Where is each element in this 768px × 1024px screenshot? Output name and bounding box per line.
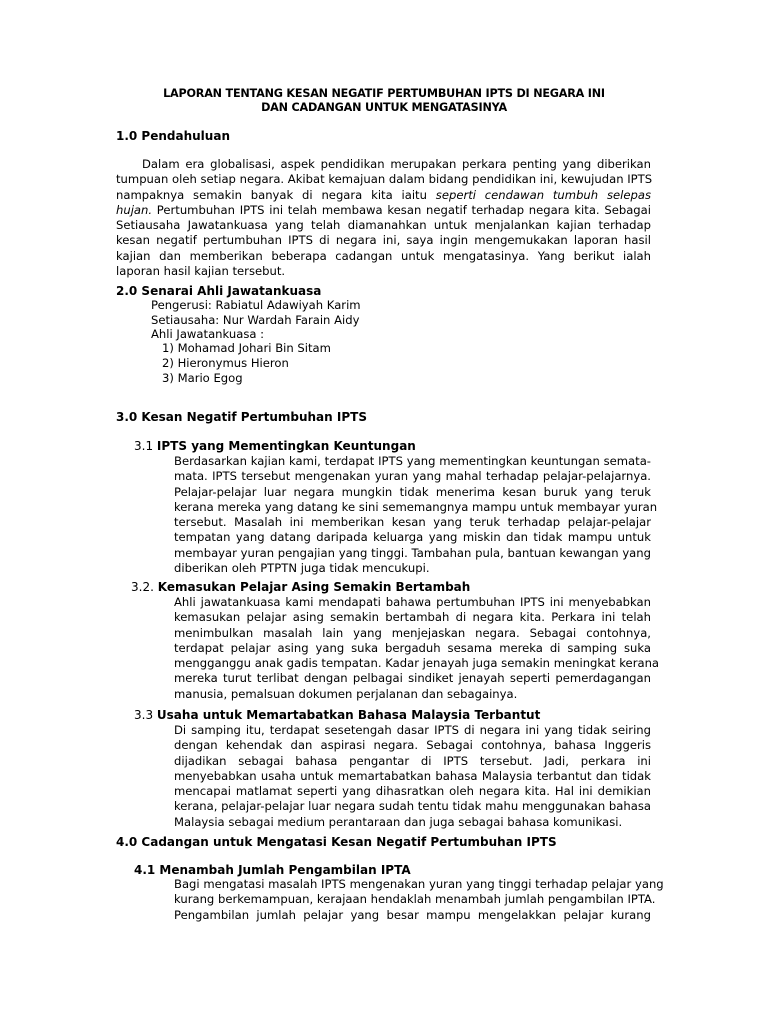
section-3-heading: 3.0 Kesan Negatif Pertumbuhan IPTS (116, 410, 367, 424)
text-line: diberikan oleh PTPTN juga tidak mencukupi. (174, 561, 430, 576)
text-line (116, 203, 651, 218)
subsection-4-1-paragraph (174, 877, 664, 923)
subsection-number: 3.1 (134, 439, 154, 453)
committee-secretary: Setiausaha: Nur Wardah Farain Aidy (151, 313, 360, 327)
text-line: tersebut. Masalah ini memberikan kesan yang teruk terhadap pelajar-pelajar (174, 515, 651, 530)
text-segment: nampaknya semakin banyak di negara kita iaitu (116, 187, 427, 202)
section-4-heading: 4.0 Cadangan untuk Mengatasi Kesan Negatif Pertumbuhan IPTS (116, 835, 557, 849)
text-line: Setiausaha Jawatankuasa yang telah diamanahkan untuk menjalankan kajian terhadap (116, 218, 651, 233)
text-line: mencapai matlamat seperti yang dihasratkan oleh negara kita. Hal ini demikian (174, 784, 651, 799)
committee-members-label: Ahli Jawatankuasa : (151, 327, 265, 341)
text-line: menyebabkan usaha untuk memartabatkan bahasa Malaysia terbantut dan tidak (174, 768, 651, 783)
text-line: kerana, pelajar-pelajar luar negara sudah tentu tidak mahu menggunakan bahasa (174, 799, 651, 814)
text-line: manusia, pemalsuan dokumen perjalanan dan sebagainya. (174, 686, 518, 701)
text-segment: Pertumbuhan IPTS ini telah membawa kesan negatif terhadap negara kita. Sebagai (152, 202, 651, 217)
text-line: mereka turut terlibat dengan pelbagai sindiket jenayah seperti pemerdagangan (174, 671, 651, 686)
text-line: dengan kehendak dan aspirasi negara. Sebagai contohnya, bahasa Inggeris (174, 738, 651, 753)
idiom-text: seperti cendawan tumbuh selepas (435, 187, 651, 202)
text-line: Bagi mengatasi masalah IPTS mengenakan yuran yang tinggi terhadap pelajar yang (174, 877, 664, 891)
committee-member: 3) Mario Egog (162, 371, 243, 385)
text-line: kesan negatif pertumbuhan IPTS di negara ini, saya ingin mengemukakan laporan hasil (116, 233, 651, 248)
text-line: Berdasarkan kajian kami, terdapat IPTS yang mementingkan keuntungan semata- (174, 454, 651, 468)
committee-chair: Pengerusi: Rabiatul Adawiyah Karim (151, 298, 361, 312)
subsection-3-2-paragraph (174, 595, 660, 702)
text-line: terdapat pelajar asing yang suka bergaduh sesama mereka di samping suka (174, 640, 651, 655)
subsection-number: 3.3 (134, 708, 154, 722)
section-1-heading: 1.0 Pendahuluan (116, 129, 230, 143)
text-line: membayar yuran pengajian yang tinggi. Tambahan pula, bantuan kewangan yang (174, 545, 651, 560)
text-line (116, 188, 651, 203)
subsection-3-3-paragraph (174, 723, 651, 830)
subsection-title: Kemasukan Pelajar Asing Semakin Bertambah (157, 580, 471, 594)
committee-member: 2) Hieronymus Hieron (162, 356, 289, 370)
document-title-line-1: LAPORAN TENTANG KESAN NEGATIF PERTUMBUHAN IPTS DI NEGARA INI (163, 87, 605, 100)
document-title-line-2: DAN CADANGAN UNTUK MENGATASINYA (261, 101, 507, 114)
text-line: Dalam era globalisasi, aspek pendidikan merupakan perkara penting yang diberikan (142, 157, 651, 171)
subsection-4-1-heading: 4.1 Menambah Jumlah Pengambilan IPTA (134, 863, 411, 877)
committee-member: 1) Mohamad Johari Bin Sitam (162, 341, 331, 355)
subsection-title: Usaha untuk Memartabatkan Bahasa Malaysia Terbantut (156, 708, 541, 722)
text-line: mengganggu anak gadis tempatan. Kadar jenayah juga semakin meningkat kerana (174, 656, 660, 671)
text-line: mata. IPTS tersebut mengenakan yuran yang mahal terhadap pelajar-pelajarnya. (174, 469, 651, 484)
text-line: Ahli jawatankuasa kami mendapati bahawa pertumbuhan IPTS ini menyebabkan (174, 595, 651, 609)
text-line: Pengambilan jumlah pelajar yang besar mampu mengelakkan pelajar kurang (174, 907, 651, 922)
text-line: kajian dan memberikan beberapa cadangan untuk mengatasinya. Yang berikut ialah (116, 248, 651, 263)
text-line: tumpuan oleh setiap negara. Akibat kemajuan dalam bidang pendidikan ini, kewujudan IPTS (116, 172, 653, 187)
text-line: laporan hasil kajian tersebut. (116, 264, 286, 279)
section-1-paragraph (116, 157, 651, 279)
subsection-3-1-paragraph (174, 454, 658, 576)
text-line: kerana mereka yang datang ke sini sememangnya mampu untuk membayar yuran (174, 499, 658, 514)
subsection-3-3-heading (134, 708, 540, 723)
text-line: Di samping itu, terdapat sesetengah dasar IPTS di negara ini yang tidak seiring (174, 723, 651, 737)
text-line: tempatan yang datang daripada keluarga yang miskin dan tidak mampu untuk (174, 530, 651, 545)
idiom-text-end: hujan. (116, 202, 153, 217)
subsection-3-1-heading (134, 439, 416, 454)
text-line: dijadikan sebagai bahasa pengantar di IPTS tersebut. Jadi, perkara ini (174, 753, 651, 768)
text-line: menimbulkan masalah lain yang menjejaskan negara. Sebagai contohnya, (174, 625, 651, 640)
text-line: kurang berkemampuan, kerajaan hendaklah menambah jumlah pengambilan IPTA. (174, 892, 656, 907)
subsection-3-2-heading (131, 580, 470, 595)
subsection-title: IPTS yang Mementingkan Keuntungan (156, 439, 416, 453)
section-2-heading: 2.0 Senarai Ahli Jawatankuasa (116, 284, 322, 298)
text-line: kemasukan pelajar asing semakin bertambah di negara kita. Perkara ini telah (174, 610, 651, 625)
subsection-number: 3.2. (131, 580, 154, 594)
text-line: Malaysia sebagai medium perantaraan dan juga sebagai bahasa komunikasi. (174, 814, 623, 829)
text-line: Pelajar-pelajar luar negara mungkin tidak menerima kesan buruk yang teruk (174, 484, 651, 499)
